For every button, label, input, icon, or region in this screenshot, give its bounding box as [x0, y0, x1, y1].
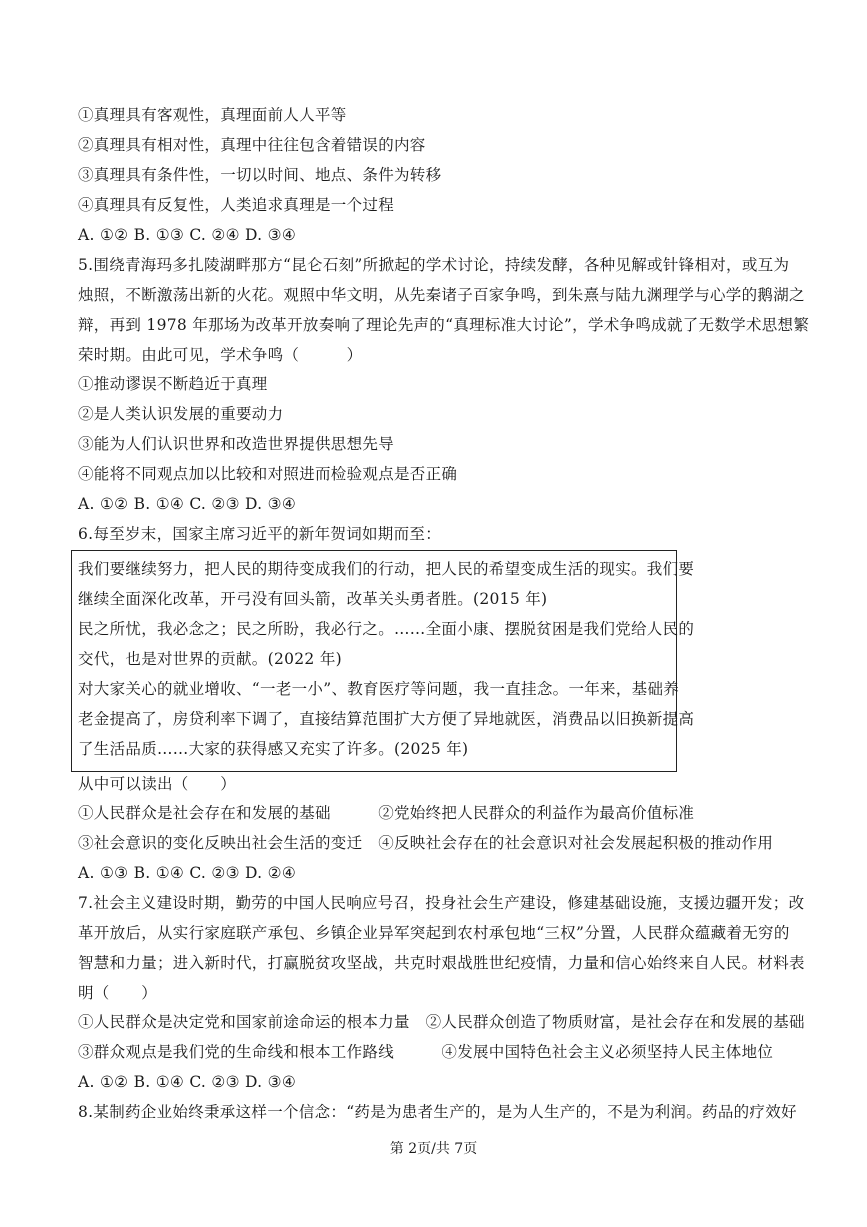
option-line: ③能为人们认识世界和改造世界提供思想先导	[78, 435, 395, 453]
option-line: ②是人类认识发展的重要动力	[78, 405, 284, 423]
option-line: ①推动谬误不断趋近于真理	[78, 375, 268, 393]
question-6-prompt: 从中可以读出（ ）	[78, 775, 237, 793]
question-5-text: 5.围绕青海玛多扎陵湖畔那方“昆仑石刻”所掀起的学术讨论，持续发酵，各种见解或针锋相对，或互为	[78, 256, 790, 274]
option-line: ①真理具有客观性，真理面前人人平等	[78, 106, 347, 124]
option-line: ①人民群众是决定党和国家前途命运的根本力量 ②人民群众创造了物质财富，是社会存在和发展的基础	[78, 1013, 805, 1031]
answer-choices: A. ①② B. ①③ C. ②④ D. ③④	[78, 226, 297, 244]
question-7-text: 明（ ）	[78, 984, 158, 1002]
question-7-text: 智慧和力量；进入新时代，打赢脱贫攻坚战，共克时艰战胜世纪疫情，力量和信心始终来自人民。材料表	[78, 954, 805, 972]
option-line: ③社会意识的变化反映出社会生活的变迁 ④反映社会存在的社会意识对社会发展起积极的推动作用	[78, 834, 774, 852]
option-line: ②真理具有相对性，真理中往往包含着错误的内容	[78, 136, 426, 154]
option-line: ③群众观点是我们党的生命线和根本工作路线 ④发展中国特色社会主义必须坚持人民主体地位	[78, 1043, 774, 1061]
question-5-text: 荣时期。由此可见，学术争鸣（ ）	[78, 346, 363, 364]
quote-line: 交代，也是对世界的贡献。(2022 年)	[78, 650, 342, 668]
quote-box	[71, 550, 695, 772]
quote-line: 民之所忧，我必念之；民之所盼，我必行之。……全面小康、摆脱贫困是我们党给人民的	[78, 620, 695, 638]
quote-line: 继续全面深化改革，开弓没有回头箭，改革关头勇者胜。(2015 年)	[78, 590, 548, 608]
quote-line: 对大家关心的就业增收、“一老一小”、教育医疗等问题，我一直挂念。一年来，基础养	[78, 680, 680, 698]
quote-line: 老金提高了，房贷利率下调了，直接结算范围扩大方便了异地就医，消费品以旧换新提高	[78, 710, 695, 728]
option-line: ④真理具有反复性，人类追求真理是一个过程	[78, 196, 395, 214]
question-6-stem: 6.每至岁末，国家主席习近平的新年贺词如期而至：	[78, 525, 441, 543]
answer-choices: A. ①③ B. ①④ C. ②③ D. ②④	[78, 864, 297, 882]
option-line: ③真理具有条件性，一切以时间、地点、条件为转移	[78, 166, 442, 184]
question-8-text: 8.某制药企业始终秉承这样一个信念：“药是为患者生产的，是为人生产的，不是为利润。药品的疗效好	[78, 1103, 797, 1121]
question-7-text: 7.社会主义建设时期，勤劳的中国人民响应号召，投身社会生产建设，修建基础设施，支援边疆开发；改	[78, 894, 805, 912]
answer-choices: A. ①② B. ①④ C. ②③ D. ③④	[78, 1073, 297, 1091]
answer-choices: A. ①② B. ①④ C. ②③ D. ③④	[78, 495, 297, 513]
question-7-text: 革开放后，从实行家庭联产承包、乡镇企业异军突起到农村承包地“三权”分置，人民群众蕴藏着无穷的	[78, 924, 790, 942]
option-line: ①人民群众是社会存在和发展的基础 ②党始终把人民群众的利益作为最高价值标准	[78, 804, 695, 822]
option-line: ④能将不同观点加以比较和对照进而检验观点是否正确	[78, 465, 458, 483]
question-5-text: 烛照，不断激荡出新的火花。观照中华文明，从先秦诸子百家争鸣，到朱熹与陆九渊理学与心学的鹅湖之	[78, 286, 805, 304]
quote-line: 我们要继续努力，把人民的期待变成我们的行动，把人民的希望变成生活的现实。我们要	[78, 560, 695, 578]
question-5-text: 辩，再到 1978 年那场为改革开放奏响了理论先声的“真理标准大讨论”，学术争鸣成就了无数学术思想繁	[78, 316, 810, 334]
page-number: 第 2页/共 7页	[389, 1141, 478, 1157]
quote-line: 了生活品质……大家的获得感又充实了许多。(2025 年)	[78, 740, 469, 758]
